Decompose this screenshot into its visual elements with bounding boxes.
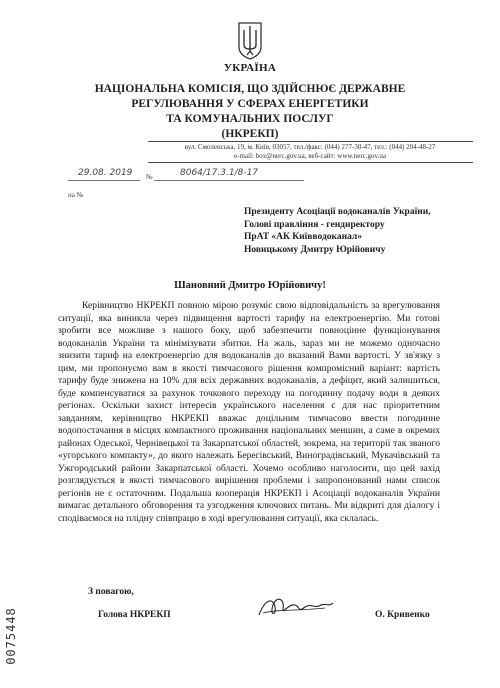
document-serial-number — [3, 590, 19, 682]
header-divider — [148, 162, 473, 163]
recipient-block — [244, 206, 431, 256]
recipient-line: Новицькому Дмитру Юрійовичу — [244, 244, 386, 255]
handwritten-signature — [255, 595, 335, 621]
signer-title: Голова НКРЕКП — [98, 610, 171, 620]
number-label: № — [146, 173, 153, 181]
organization-name — [0, 82, 500, 142]
outgoing-registration — [68, 168, 308, 182]
outgoing-date: 29.08. 2019 — [78, 168, 133, 178]
organization-line: РЕГУЛЮВАННЯ У СФЕРАХ ЕНЕРГЕТИКИ — [131, 98, 369, 110]
contact-info — [150, 143, 470, 161]
body-paragraph: Керівництво НКРЕКП повною мірою розуміє свою відповідальність за врегулювання ситуації, яка виникла через підвищення вартості тарифу на електроенергію. Ми готові зробити все можливе з нашого боку, щоб забезпечити повноцінне функціонування водоканалів України та мінімізувати збитки. На жаль, зараз ми не можемо одночасно знизити тариф на електроенергію для водоканалів до вказаний Вами вартості. У зв'язку з цим, ми пропонуємо вам в якості тимчасового рішення компромісний варіант: вартість тарифу буде знижена на 10% для всіх державних водоканалів, а дефіцит, який залишиться, буде компенсуватися за рахунок точкового переходу на погодинну подачу води в деяких регіонах. Оскільки захист інтересів українського населення є для нас пріоритетним завданням, керівництво НКРЕКП вважає доцільним тимчасово ввести погодинне водопостачання в місцях компактного проживання національних меншин, а саме в окремих районах Одеської, Чернівецької та Закарпатської областей, зокрема, на території так званого «угорського компакту», до якого належать Берегівський, Виноградівський, Мукачівський та Ужгородський райони Закарпатської області. Хочемо особливо наголосити, що цей захід розглядується в якості тимчасового вирішення проблеми і запропонований нами список регіонів не є остаточним. Подальша кооперація НКРЕКП і Асоціації водоканалів України вимагає детального обговорення та узгодження ключових питань. Ми відкриті для діалогу і сподіваємося на плідну співпрацю в ході врегулювання ситуації, яка склалась. — [58, 300, 440, 524]
country-name: УКРАЇНА — [223, 62, 277, 74]
closing-regards: З повагою, — [88, 587, 134, 597]
date-underline — [68, 180, 140, 181]
recipient-line: ПрАТ «АК Київводоканал» — [244, 232, 362, 242]
salutation: Шановний Дмитро Юрійовичу! — [174, 280, 326, 291]
recipient-line: Президенту Асоціації водоканалів України, — [244, 207, 431, 217]
email-web-line: e-mail: box@nerc.gov.ua, веб-сайт: www.nerc.gov.ua — [234, 152, 386, 160]
signer-name: О. Кривенко — [375, 610, 430, 620]
reference-label: на № — [68, 191, 84, 199]
trident-coat-of-arms-icon — [237, 21, 263, 61]
recipient-line: Голові правління - гендиректору — [244, 219, 385, 230]
outgoing-number: 8064/17.3.1/8-17 — [180, 168, 259, 178]
organization-abbreviation: (НКРЕКП) — [221, 128, 279, 140]
letter-body — [58, 300, 440, 525]
serial-number-text: 0075448 — [4, 607, 18, 665]
organization-line: НАЦІОНАЛЬНА КОМІСІЯ, ЩО ЗДІЙСНЮЄ ДЕРЖАВНЕ — [94, 83, 406, 95]
address-line: вул. Смоленська, 19, м. Київ, 03057, тел./факс: (044) 277-30-47, тел.: (044) 204-48-27 — [184, 143, 436, 151]
organization-line: ТА КОМУНАЛЬНИХ ПОСЛУГ — [166, 113, 334, 125]
header-divider — [148, 141, 473, 142]
number-underline — [154, 180, 304, 181]
